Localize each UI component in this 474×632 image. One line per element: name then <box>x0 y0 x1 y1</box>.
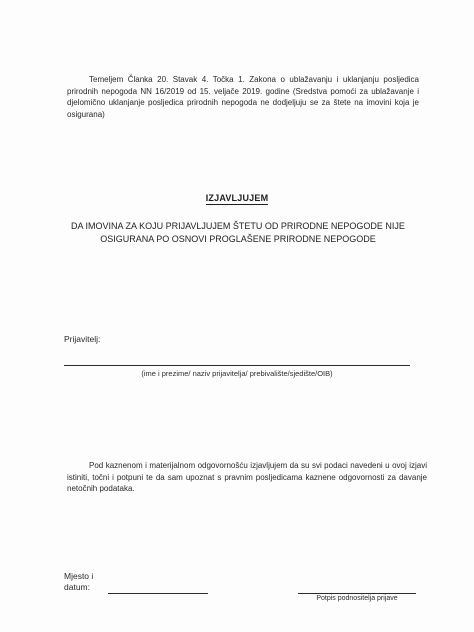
place-date-input-line[interactable] <box>108 593 208 594</box>
heading-text: IZJAVLJUJEM <box>205 193 269 203</box>
intro-paragraph <box>67 74 419 120</box>
statement-line-1: DA IMOVINA ZA KOJU PRIJAVLJUJEM ŠTETU OD PRIRODNE NEPOGODE NIJE <box>71 221 405 231</box>
place-label-line-1: Mjesto i <box>64 571 94 581</box>
statement-line-2: OSIGURANA PO OSNOVI PROGLAŠENE PRIRODNE NEPOGODE <box>100 233 376 244</box>
statement-block <box>58 220 418 245</box>
submitter-input-line[interactable] <box>64 365 410 366</box>
submitter-label: Prijavitelj: <box>64 334 101 344</box>
declaration-heading <box>0 193 474 203</box>
intro-text: Temeljem Članka 20. Stavak 4. Točka 1. Zakona o ublažavanju i uklanjanju posljedica prirodnih nepogoda NN 16/2019 od 15. veljače 2019. godine (Sredstva pomoći za ublažavanje i djelomično uklanjanje posljedica prirodnih nepogoda ne dodjeljuju se za štete na imovini koja je osigurana) <box>67 75 419 119</box>
declaration-text: Pod kaznenom i materijalnom odgovornošću izjavljujem da su svi podaci navedeni u ovoj izjavi istiniti, točni i potpuni te da sam upoznat s pravnim posljedicama kaznene odgovornosti za davanje netočnih podataka. <box>67 461 427 493</box>
signature-line[interactable] <box>298 593 416 594</box>
submitter-caption: (ime i prezime/ naziv prijavitelja/ prebivalište/sjedište/OIB) <box>141 369 333 378</box>
place-label-line-2: datum: <box>64 582 90 592</box>
signature-caption: Potpis podnositelja prijave <box>316 595 398 602</box>
liability-declaration <box>67 460 427 495</box>
place-date-label <box>64 571 104 593</box>
